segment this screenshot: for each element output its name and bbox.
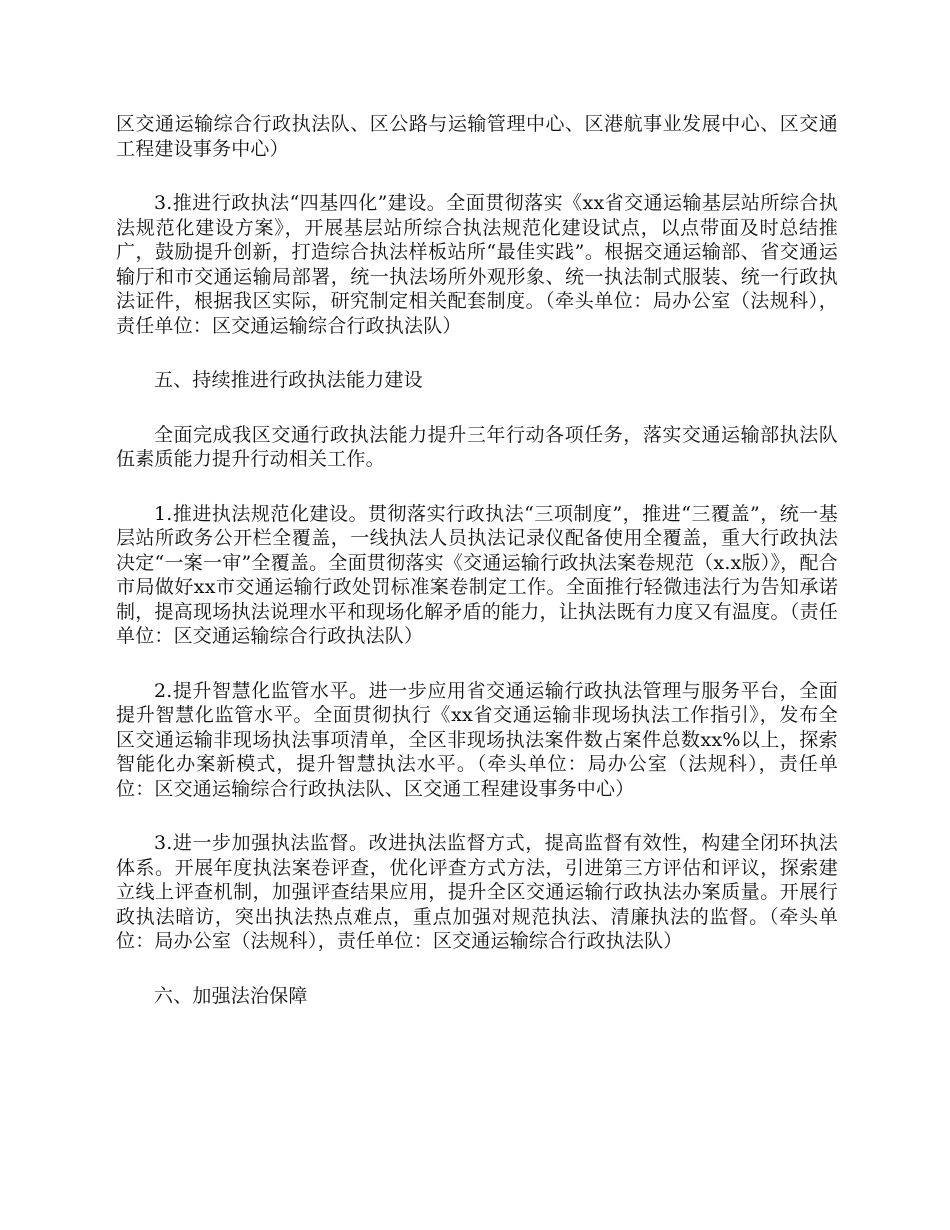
section-heading-5: 五、持续推进行政执法能力建设 <box>154 369 423 391</box>
paragraph-section-5-intro: 全面完成我区交通行政执法能力提升三年行动各项任务，落实交通运输部执法队伍素质能力提升行动相关工作。 <box>116 423 838 470</box>
paragraph-continuation: 区交通运输综合行政执法队、区公路与运输管理中心、区港航事业发展中心、区交通工程建设事务中心） <box>116 113 838 160</box>
paragraph-item-1-standardization: 1.推进执法规范化建设。贯彻落实行政执法“三项制度”，推进“三覆盖”，统一基层站所政务公开栏全覆盖，一线执法人员执法记录仪配备使用全覆盖，重大行政执法决定“一案一审”全覆盖。全面贯彻落实《交通运输行政执法案卷规范（x.x版）》，配合市局做好xx市交通运输行政处罚标准案卷制定工作。全面推行轻微违法行为告知承诺制，提高现场执法说理水平和现场化解矛盾的能力，让执法既有力度又有温度。（责任单位：区交通运输综合行政执法队） <box>116 502 838 647</box>
paragraph-item-2-smart-supervision: 2.提升智慧化监管水平。进一步应用省交通运输行政执法管理与服务平台，全面提升智慧化监管水平。全面贯彻执行《xx省交通运输非现场执法工作指引》，发布全区交通运输非现场执法事项清单，全区非现场执法案件数占案件总数xx%以上，探索智能化办案新模式，提升智慧执法水平。（牵头单位：局办公室（法规科），责任单位：区交通运输综合行政执法队、区交通工程建设事务中心） <box>116 679 838 800</box>
paragraph-item-3-supervision: 3.进一步加强执法监督。改进执法监督方式，提高监督有效性，构建全闭环执法体系。开展年度执法案卷评查，优化评查方式方法，引进第三方评估和评议，探索建立线上评查机制，加强评查结果应用，提升全区交通运输行政执法办案质量。开展行政执法暗访，突出执法热点难点，重点加强对规范执法、清廉执法的监督。（牵头单位：局办公室（法规科），责任单位：区交通运输综合行政执法队） <box>116 832 838 952</box>
section-heading-6: 六、加强法治保障 <box>154 984 308 1007</box>
paragraph-item-3-four-basics: 3.推进行政执法“四基四化”建设。全面贯彻落实《xx省交通运输基层站所综合执法规范化建设方案》，开展基层站所综合执法规范化建设试点，以点带面及时总结推广，鼓励提升创新，打造综合执法样板站所“最佳实践”。根据交通运输部、省交通运输厅和市交通运输局部署，统一执法场所外观形象、统一执法制式服装、统一行政执法证件，根据我区实际，研究制定相关配套制度。（牵头单位：局办公室（法规科），责任单位：区交通运输综合行政执法队） <box>116 192 838 337</box>
